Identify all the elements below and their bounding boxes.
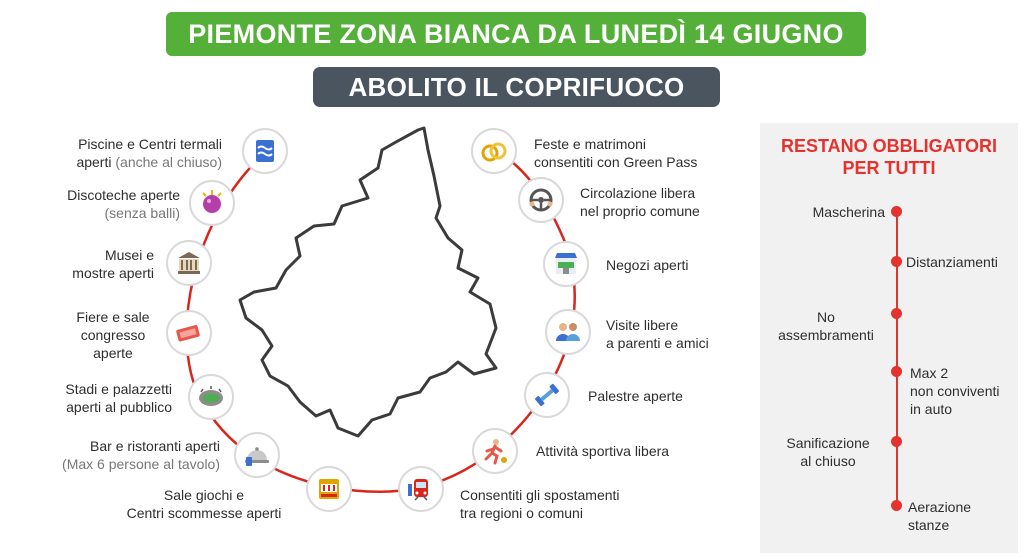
obligations-line (896, 210, 898, 510)
shop-icon (543, 241, 589, 287)
obligation-dot (891, 366, 902, 377)
feste-label-line1: Feste e matrimoni (534, 136, 647, 152)
obligation-mascherina-line1: Mascherina (812, 204, 885, 220)
spostamenti-label (460, 486, 660, 522)
obligation-dot (891, 436, 902, 447)
disco-label (30, 186, 180, 222)
fiere-label-line1: Fiere e sale (76, 309, 150, 325)
title-text: PIEMONTE ZONA BIANCA DA LUNEDÌ 14 GIUGNO (188, 18, 844, 49)
obligation-dot (891, 308, 902, 319)
wedding-rings-icon (471, 128, 517, 174)
ticket-icon (166, 310, 212, 356)
disco-label-note: (senza balli) (104, 205, 180, 221)
circolazione-label-line2: nel proprio comune (580, 203, 700, 219)
obligation-mascherina (770, 203, 885, 221)
panel-title (760, 135, 1018, 179)
obligation-assembramenti-line1: No (817, 309, 835, 325)
pool-label-line2: aperti (76, 154, 112, 170)
museum-label-line2: mostre aperti (72, 265, 154, 281)
obligation-sanificazione-line1: Sanificazione (786, 435, 870, 451)
spostamenti-label-line1: Consentiti gli spostamenti (460, 487, 620, 503)
obligation-aerazione-line2: stanze (908, 517, 950, 533)
museum-label (30, 246, 154, 282)
circolazione-label-line1: Circolazione libera (580, 185, 696, 201)
restaurant-icon (234, 432, 280, 478)
obligation-max2 (910, 364, 1020, 418)
disco-ball-icon (189, 180, 235, 226)
obligation-max2-line2: non conviventi (910, 383, 1000, 399)
bar-label-note: (Max 6 persone al tavolo) (62, 456, 220, 472)
spostamenti-label-line2: tra regioni o comuni (460, 505, 583, 521)
dumbbell-icon (524, 372, 570, 418)
obligation-assembramenti (766, 308, 886, 344)
sale-giochi-label-line1: Sale giochi e (163, 487, 245, 503)
stadium-icon (188, 374, 234, 420)
obligation-dot (891, 256, 902, 267)
pool-label-line1: Piscine e Centri termali (78, 136, 222, 152)
obligation-distanziamenti-line1: Distanziamenti (906, 254, 998, 270)
runner-icon (472, 428, 518, 474)
visite-label (606, 316, 736, 352)
negozi-label (606, 256, 726, 274)
pool-icon (242, 128, 288, 174)
stadi-label-line2: aperti al pubblico (66, 399, 172, 415)
train-icon (398, 466, 444, 512)
panel-title-line2: PER TUTTI (842, 158, 936, 178)
museum-label-line1: Musei e (104, 247, 154, 263)
circolazione-label (580, 184, 740, 220)
sale-giochi-label-line2: Centri scommesse aperti (126, 505, 282, 521)
people-icon (545, 309, 591, 355)
obligation-sanificazione (778, 434, 878, 470)
attivita-label (536, 442, 706, 460)
palestre-label-line1: Palestre aperte (588, 388, 683, 404)
museum-icon (166, 240, 212, 286)
sale-giochi-label (108, 486, 300, 522)
fiere-label (58, 308, 168, 362)
obligation-max2-line1: Max 2 (910, 365, 949, 381)
obligation-aerazione (908, 498, 1008, 534)
obligation-dot (891, 206, 902, 217)
panel-title-line1: RESTANO OBBLIGATORI (781, 136, 997, 156)
fiere-label-line2: congresso (80, 327, 146, 343)
obligation-assembramenti-line2: assembramenti (778, 327, 874, 343)
attivita-label-line1: Attività sportiva libera (536, 443, 670, 459)
disco-label-line1: Discoteche aperte (67, 187, 180, 203)
obligation-dot (891, 500, 902, 511)
stadi-label (30, 380, 172, 416)
bar-label (30, 437, 220, 473)
slot-machine-icon (306, 466, 352, 512)
pool-label (36, 135, 222, 171)
pool-label-note: (anche al chiuso) (111, 154, 222, 170)
feste-label (534, 135, 734, 171)
stadi-label-line1: Stadi e palazzetti (65, 381, 172, 397)
steering-wheel-icon (518, 177, 564, 223)
feste-label-line2: consentiti con Green Pass (534, 154, 698, 170)
bar-label-line1: Bar e ristoranti aperti (90, 438, 220, 454)
fiere-label-line3: aperte (93, 345, 133, 361)
visite-label-line2: a parenti e amici (606, 335, 709, 351)
obligation-sanificazione-line2: al chiuso (800, 453, 856, 469)
piemonte-map (240, 128, 496, 436)
obligation-distanziamenti (906, 253, 1018, 271)
obligation-aerazione-line1: Aerazione (908, 499, 972, 515)
visite-label-line1: Visite libere (606, 317, 679, 333)
obligation-max2-line3: in auto (910, 401, 953, 417)
palestre-label (588, 387, 718, 405)
subtitle-text: ABOLITO IL COPRIFUOCO (348, 71, 685, 102)
negozi-label-line1: Negozi aperti (606, 257, 689, 273)
